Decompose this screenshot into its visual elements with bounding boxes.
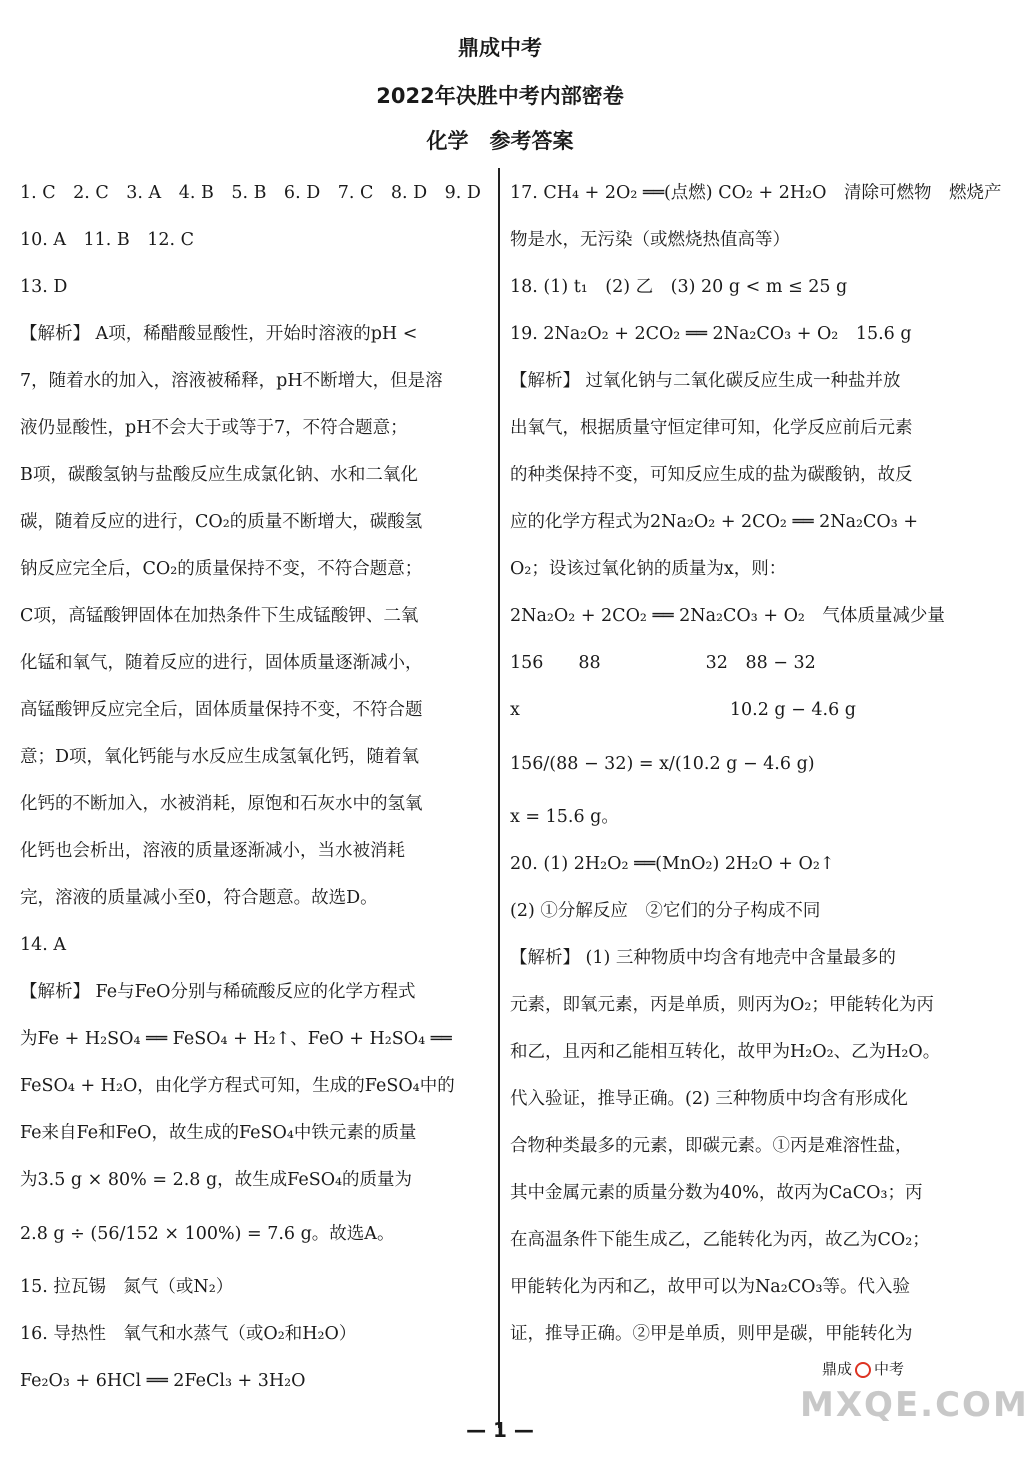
left-line: 【解析】 A项，稀醋酸显酸性，开始时溶液的pH < [20, 324, 418, 344]
left-line: 2.8 g ÷ (56/152 × 100%) = 7.6 g。故选A。 [20, 1224, 395, 1244]
left-line: 化锰和氧气，随着反应的进行，固体质量逐渐减小， [20, 653, 423, 673]
exam-title: 2022年决胜中考内部密卷 [376, 84, 624, 108]
left-column [20, 170, 490, 1405]
left-line: 1. C 2. C 3. A 4. B 5. B 6. D 7. C 8. D 9. D [20, 183, 481, 203]
left-line: 15. 拉瓦锡 氮气（或N₂） [20, 1277, 234, 1297]
left-line: 化钙的不断加入，水被消耗，原饱和石灰水中的氢氧 [20, 794, 423, 814]
right-line: 出氧气，根据质量守恒定律可知，化学反应前后元素 [510, 418, 913, 438]
right-line: 和乙，且丙和乙能相互转化，故甲为H₂O₂、乙为H₂O。 [510, 1042, 941, 1062]
left-line: 化钙也会析出，溶液的质量逐渐减小，当水被消耗 [20, 841, 405, 861]
right-line: 【解析】 (1) 三种物质中均含有地壳中含量最多的 [510, 948, 896, 968]
right-line: 证，推导正确。②甲是单质，则甲是碳，甲能转化为 [510, 1324, 913, 1344]
left-line: 13. D [20, 277, 68, 297]
left-line: 碳，随着反应的进行，CO₂的质量不断增大，碳酸氢 [20, 512, 423, 532]
left-line: B项，碳酸氢钠与盐酸反应生成氯化钠、水和二氧化 [20, 465, 418, 485]
left-line: 液仍显酸性，pH不会大于或等于7，不符合题意； [20, 418, 408, 438]
left-line: 钠反应完全后，CO₂的质量保持不变，不符合题意； [20, 559, 423, 579]
right-column [510, 170, 1002, 1358]
left-line: 7，随着水的加入，溶液被稀释，pH不断增大，但是溶 [20, 371, 443, 391]
watermark: MXQE.COM [800, 1385, 1029, 1425]
right-line: 2Na₂O₂ + 2CO₂ ══ 2Na₂CO₃ + O₂ 气体质量减少量 [510, 606, 945, 626]
right-line: 甲能转化为丙和乙，故甲可以为Na₂CO₃等。代入验 [510, 1277, 911, 1297]
right-line: 在高温条件下能生成乙，乙能转化为丙，故乙为CO₂； [510, 1230, 930, 1250]
subject-title: 化学 参考答案 [426, 129, 574, 153]
right-line: x 10.2 g − 4.6 g [510, 700, 856, 720]
left-line: 10. A 11. B 12. C [20, 230, 195, 250]
right-line: (2) ①分解反应 ②它们的分子构成不同 [510, 901, 821, 921]
left-line: 为Fe + H₂SO₄ ══ FeSO₄ + H₂↑、FeO + H₂SO₄ ══ [20, 1029, 452, 1049]
right-line: 应的化学方程式为2Na₂O₂ + 2CO₂ ══ 2Na₂CO₃ + [510, 512, 919, 532]
left-line: Fe₂O₃ + 6HCl ══ 2FeCl₃ + 3H₂O [20, 1371, 306, 1391]
left-line: C项，高锰酸钾固体在加热条件下生成锰酸钾、二氧 [20, 606, 419, 626]
brand-logo-text-2: 中考 [874, 1360, 905, 1378]
page-number: — 1 — [466, 1418, 534, 1442]
brand-title: 鼎成中考 [458, 36, 542, 60]
left-line: 14. A [20, 935, 67, 955]
right-line: 19. 2Na₂O₂ + 2CO₂ ══ 2Na₂CO₃ + O₂ 15.6 g [510, 324, 912, 344]
right-line: 代入验证，推导正确。(2) 三种物质中均含有形成化 [510, 1089, 908, 1109]
right-line: 【解析】 过氧化钠与二氧化碳反应生成一种盐并放 [510, 371, 901, 391]
left-line: 意；D项，氧化钙能与水反应生成氢氧化钙，随着氧 [20, 747, 420, 767]
left-line: Fe来自Fe和FeO，故生成的FeSO₄中铁元素的质量 [20, 1123, 417, 1143]
right-line: 156 88 32 88 − 32 [510, 653, 816, 673]
right-line: 其中金属元素的质量分数为40%，故丙为CaCO₃；丙 [510, 1183, 923, 1203]
left-line: 16. 导热性 氧气和水蒸气（或O₂和H₂O） [20, 1324, 357, 1344]
left-line: 高锰酸钾反应完全后，固体质量保持不变，不符合题 [20, 700, 423, 720]
left-line: 【解析】 Fe与FeO分别与稀硫酸反应的化学方程式 [20, 982, 416, 1002]
left-line: 为3.5 g × 80% = 2.8 g，故生成FeSO₄的质量为 [20, 1170, 413, 1190]
left-line: FeSO₄ + H₂O，由化学方程式可知，生成的FeSO₄中的 [20, 1076, 455, 1096]
right-line: 17. CH₄ + 2O₂ ══(点燃) CO₂ + 2H₂O 清除可燃物 燃烧产 [510, 183, 1002, 203]
right-line: O₂；设该过氧化钠的质量为x，则： [510, 559, 787, 579]
brand-logo [822, 1358, 904, 1379]
right-line: x = 15.6 g。 [510, 807, 619, 827]
right-line: 物是水，无污染（或燃烧热值高等） [510, 230, 790, 250]
left-line: 完，溶液的质量减小至0，符合题意。故选D。 [20, 888, 378, 908]
target-icon [855, 1362, 871, 1378]
right-line: 的种类保持不变，可知反应生成的盐为碳酸钠，故反 [510, 465, 913, 485]
right-line: 18. (1) t₁ (2) 乙 (3) 20 g < m ≤ 25 g [510, 277, 848, 297]
column-divider [498, 168, 500, 1428]
right-line: 合物种类最多的元素，即碳元素。①丙是难溶性盐， [510, 1136, 913, 1156]
right-line: 156/(88 − 32) = x/(10.2 g − 4.6 g) [510, 754, 815, 774]
right-line: 元素，即氧元素，丙是单质，则丙为O₂；甲能转化为丙 [510, 995, 934, 1015]
right-line: 20. (1) 2H₂O₂ ══(MnO₂) 2H₂O + O₂↑ [510, 854, 835, 874]
brand-logo-text: 鼎成 [822, 1360, 853, 1378]
